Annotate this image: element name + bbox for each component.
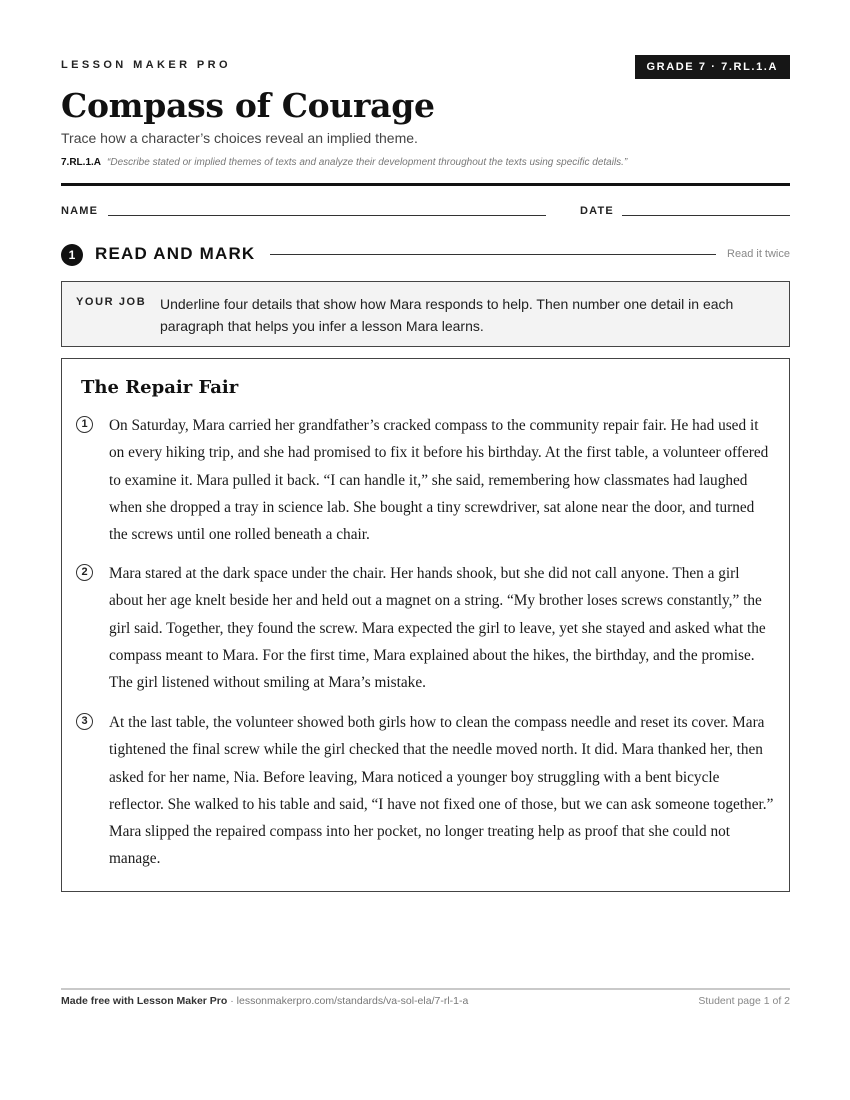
header-divider bbox=[61, 183, 790, 186]
paragraph-number-2: 2 bbox=[76, 564, 93, 581]
passage-box bbox=[61, 358, 790, 892]
section-heading bbox=[61, 243, 790, 267]
your-job-label: YOUR JOB bbox=[76, 296, 147, 308]
standard-line bbox=[61, 157, 627, 168]
footer-page-label: Student page 1 of 2 bbox=[698, 995, 790, 1007]
your-job-text: Underline four details that show how Mara responds to help. Then number one detail in each paragraph that helps you infer a lesson Mara learns. bbox=[160, 296, 734, 334]
name-field[interactable] bbox=[108, 215, 546, 216]
top-bar bbox=[61, 55, 790, 79]
section-rule bbox=[270, 254, 716, 255]
date-field[interactable] bbox=[622, 215, 790, 216]
worksheet-title: Compass of Courage bbox=[61, 86, 435, 125]
standard-code: 7.RL.1.A bbox=[61, 157, 102, 168]
footer-made-with: Made free with Lesson Maker Pro bbox=[61, 995, 228, 1007]
date-label: DATE bbox=[580, 205, 614, 217]
section-title: READ AND MARK bbox=[95, 244, 256, 263]
paragraph-text-3[interactable]: At the last table, the volunteer showed both girls how to clean the compass needle and reset its cover. Mara tightened the final screw while the girl checked that the needle moved north. It did. Mara thanked her, then asked for her name, Nia. Before leaving, Mara noticed a younger boy struggling with a bent bicycle reflector. She walked to his table and said, “I have not fixed one of those, but we can ask someone together.” Mara slipped the repaired compass into her pocket, no longer treating help as proof that she could not manage. bbox=[109, 714, 774, 868]
grade-badge: GRADE 7 · 7.RL.1.A bbox=[635, 55, 791, 79]
worksheet-subtitle: Trace how a character’s choices reveal an implied theme. bbox=[61, 130, 418, 146]
paragraph-text-1[interactable]: On Saturday, Mara carried her grandfather’s cracked compass to the community repair fair. He had used it on every hiking trip, and she had promised to fix it before his birthday. At the first table, a volunteer offered to examine it. Mara pulled it back. “I can handle it,” she said, remembering how classmates had laughed when she dropped a tray in science lab. She bought a tiny screwdriver, sat alone near the door, and turned the screws until one rolled beneath a chair. bbox=[109, 417, 769, 544]
paragraph-number-3: 3 bbox=[76, 713, 93, 730]
section-number-badge: 1 bbox=[61, 244, 83, 266]
your-job-box bbox=[61, 281, 790, 347]
paragraph-number-1: 1 bbox=[76, 416, 93, 433]
standard-text: “Describe stated or implied themes of texts and analyze their development throughout the texts using specific details.” bbox=[107, 157, 628, 168]
footer-divider bbox=[61, 988, 790, 990]
footer-separator: · bbox=[227, 995, 237, 1007]
section-note: Read it twice bbox=[727, 248, 790, 260]
passage-title: The Repair Fair bbox=[81, 377, 239, 398]
brand-name: LESSON MAKER PRO bbox=[61, 59, 231, 71]
footer-credit bbox=[61, 995, 468, 1007]
footer-url[interactable]: lessonmakerpro.com/standards/va-sol-ela/7-rl-1-a bbox=[236, 995, 469, 1007]
name-label: NAME bbox=[61, 205, 99, 217]
worksheet-page bbox=[61, 0, 790, 1100]
paragraph-text-2[interactable]: Mara stared at the dark space under the chair. Her hands shook, but she did not call anyone. Then a girl about her age knelt beside her and held out a magnet on a string. “My brother loses screws constantly,” the girl said. Together, they found the screw. Mara expected the girl to leave, yet she stayed and asked what the compass meant to Mara. For the first time, Mara explained about the hikes, the birthday, and the promise. The girl listened without smiling at Mara’s mistake. bbox=[109, 565, 766, 692]
name-date-row bbox=[61, 204, 790, 220]
